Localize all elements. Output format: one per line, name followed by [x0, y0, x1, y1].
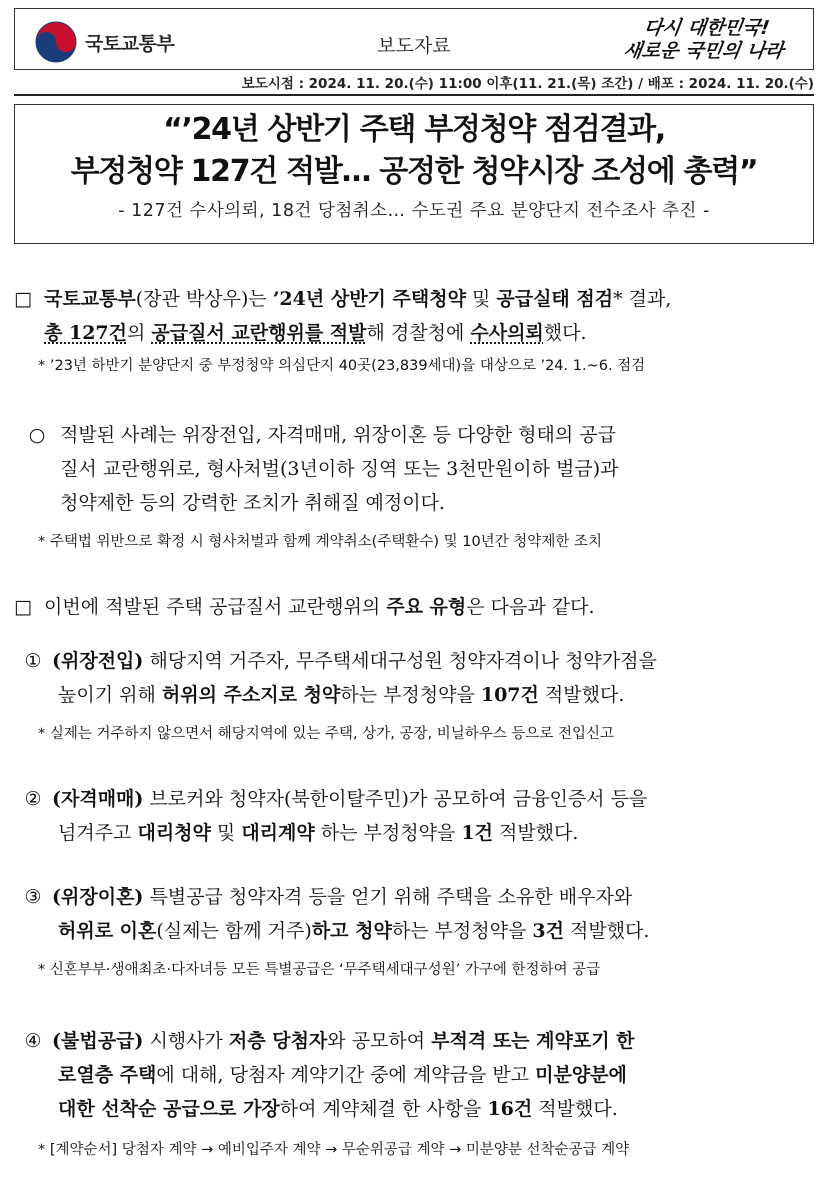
square-bullet: □	[14, 596, 32, 618]
item-number: ①	[24, 650, 42, 672]
minister-ref: (장관 박상우)는	[135, 288, 273, 310]
particle: 의	[126, 322, 152, 344]
item-qualification-trading	[14, 782, 816, 850]
item3-text-3: 하는 부정청약을	[391, 920, 533, 942]
item1-text: 해당지역 거주자, 무주택세대구성원 청약자격이나 청약가점을	[143, 650, 657, 672]
penalties-line-2: 질서 교란행위로, 형사처벌(3년이하 징역 또는 3천만원이하 벌금)과	[60, 458, 619, 480]
main-types: 주요 유형	[386, 596, 467, 618]
inspection-name: ’24년 상반기 주택청약	[272, 288, 466, 310]
header-box	[14, 8, 814, 70]
ministry-name: 국토교통부	[85, 32, 175, 55]
conjunction: 및	[465, 288, 497, 310]
types-intro-end: 은 다음과 같다.	[466, 596, 595, 618]
item-illegal-supply	[14, 1024, 816, 1162]
types-intro-line	[14, 590, 816, 624]
item4-text-2: 와 공모하여	[327, 1030, 432, 1052]
item3-line-1	[14, 880, 816, 914]
headline-line-2: 부정청약 127건 적발… 공정한 청약시장 조성에 총력”	[70, 154, 758, 189]
overview-line-1	[14, 282, 816, 316]
item3-apply: 하고 청약	[311, 920, 392, 942]
item4-footnote: * [계약순서] 당첨자 계약 → 예비입주자 계약 → 무순위공급 계약 → 미분양분 선착순공급 계약	[38, 1142, 630, 1158]
item3-count: 3건	[532, 920, 564, 942]
headline-line-1: “’24년 상반기 주택 부정청약 점검결과,	[163, 112, 665, 147]
item4-text: 시행사가	[143, 1030, 229, 1052]
square-bullet: □	[14, 288, 32, 310]
item4-disguise: 대한 선착순 공급으로 가장	[58, 1098, 280, 1120]
item-fake-residence	[14, 644, 816, 746]
penalties-line-1	[14, 418, 816, 452]
item4-text-3: 에 대해, 당첨자 계약기간 중에 계약금을 받고	[156, 1064, 536, 1086]
item4-line-1	[14, 1024, 816, 1058]
item-number: ④	[24, 1030, 42, 1052]
item2-text-3: 하는 부정청약을	[314, 822, 462, 844]
item2-text: 브로커와 청약자(북한이탈주민)가 공모하여 금융인증서 등을	[143, 788, 648, 810]
item2-proxy-contract: 대리계약	[241, 822, 315, 844]
penalties-line-3: 청약제한 등의 강력한 조치가 취해질 예정이다.	[60, 492, 445, 514]
item2-text-2: 넘겨주고	[58, 822, 138, 844]
item1-line-1	[14, 644, 816, 678]
item4-text-4: 하여 계약체결 한 사항을	[279, 1098, 488, 1120]
supply-inspection: 공급실태 점검	[496, 288, 614, 310]
item4-type: (불법공급)	[52, 1030, 144, 1052]
overview-line-2	[14, 316, 816, 350]
item3-end: 적발했다.	[563, 920, 650, 942]
circle-bullet: ○	[28, 424, 46, 446]
item4-royal-floor: 로열층 주택	[58, 1064, 157, 1086]
slogan	[612, 17, 798, 63]
violation-detected: 공급질서 교란행위를 적발	[151, 322, 367, 344]
item3-type: (위장이혼)	[52, 886, 144, 908]
item3-parenthetical: (실제는 함께 거주)	[156, 920, 312, 942]
item1-fake-address: 허위의 주소지로 청약	[161, 684, 341, 706]
item2-conj: 및	[210, 822, 242, 844]
overview-footnote: * ’23년 하반기 분양단지 중 부정청약 의심단지 40곳(23,839세대)을 대상으로 ’24. 1.~6. 점검	[38, 358, 646, 374]
item-number: ③	[24, 886, 42, 908]
item1-footnote: * 실제는 거주하지 않으면서 해당지역에 있는 주택, 상가, 공장, 비닐하우스 등으로 전입신고	[38, 726, 615, 742]
penalties-text-1: 적발된 사례는 위장전입, 자격매매, 위장이혼 등 다양한 형태의 공급	[60, 424, 616, 446]
types-intro-text: 이번에 적발된 주택 공급질서 교란행위의	[44, 596, 387, 618]
slogan-line-2: 새로운 국민의 나라	[621, 40, 786, 62]
subtitle: - 127건 수사의뢰, 18건 당첨취소… 수도권 주요 분양단지 전수조사 추진 -	[118, 201, 710, 221]
item1-count: 107건	[480, 684, 539, 706]
section-penalties	[14, 418, 816, 554]
section-types-intro	[14, 590, 816, 624]
item4-count: 16건	[487, 1098, 533, 1120]
slogan-line-1: 다시 대한민국!	[642, 17, 771, 39]
investigation-request: 수사의뢰	[470, 322, 544, 344]
item1-line-2	[14, 678, 816, 712]
item3-footnote: * 신혼부부·생애최초·다자녀등 모든 특별공급은 ‘무주택세대구성원’ 가구에 한정하여 공급	[38, 962, 601, 978]
sentence-end: 했다.	[543, 322, 587, 344]
result-text: * 결과,	[613, 288, 672, 310]
section-overview	[14, 282, 816, 378]
item1-text-2: 높이기 위해	[58, 684, 162, 706]
item4-line-3	[14, 1092, 816, 1126]
item4-unsold: 미분양분에	[535, 1064, 627, 1086]
document-type: 보도자료	[377, 35, 451, 57]
item-number: ②	[24, 788, 42, 810]
item4-ineligible: 부적격 또는 계약포기 한	[431, 1030, 635, 1052]
release-info: 보도시점 : 2024. 11. 20.(수) 11:00 이후(11. 21.(목) 조간) / 배포 : 2024. 11. 20.(수)	[14, 72, 814, 96]
item4-low-floor: 저층 당첨자	[228, 1030, 328, 1052]
ministry-ref: 국토교통부	[44, 288, 136, 310]
item2-count: 1건	[461, 822, 493, 844]
item3-line-2	[14, 914, 816, 948]
item1-type: (위장전입)	[52, 650, 144, 672]
item1-end: 적발했다.	[538, 684, 625, 706]
item-fake-divorce	[14, 880, 816, 982]
item2-type: (자격매매)	[52, 788, 144, 810]
total-count: 총 127건	[44, 322, 127, 344]
item2-line-2	[14, 816, 816, 850]
police-text: 해 경찰청에	[366, 322, 471, 344]
title-box	[14, 104, 814, 244]
item2-proxy-application: 대리청약	[137, 822, 211, 844]
item2-line-1	[14, 782, 816, 816]
item2-end: 적발했다.	[492, 822, 579, 844]
item3-text: 특별공급 청약자격 등을 얻기 위해 주택을 소유한 배우자와	[143, 886, 633, 908]
item4-end: 적발했다.	[532, 1098, 618, 1120]
penalties-footnote: * 주택법 위반으로 확정 시 형사처벌과 함께 계약취소(주택환수) 및 10년간 청약제한 조치	[38, 534, 602, 550]
item4-line-2	[14, 1058, 816, 1092]
item3-fake-divorce: 허위로 이혼	[58, 920, 157, 942]
item1-text-3: 하는 부정청약을	[340, 684, 481, 706]
